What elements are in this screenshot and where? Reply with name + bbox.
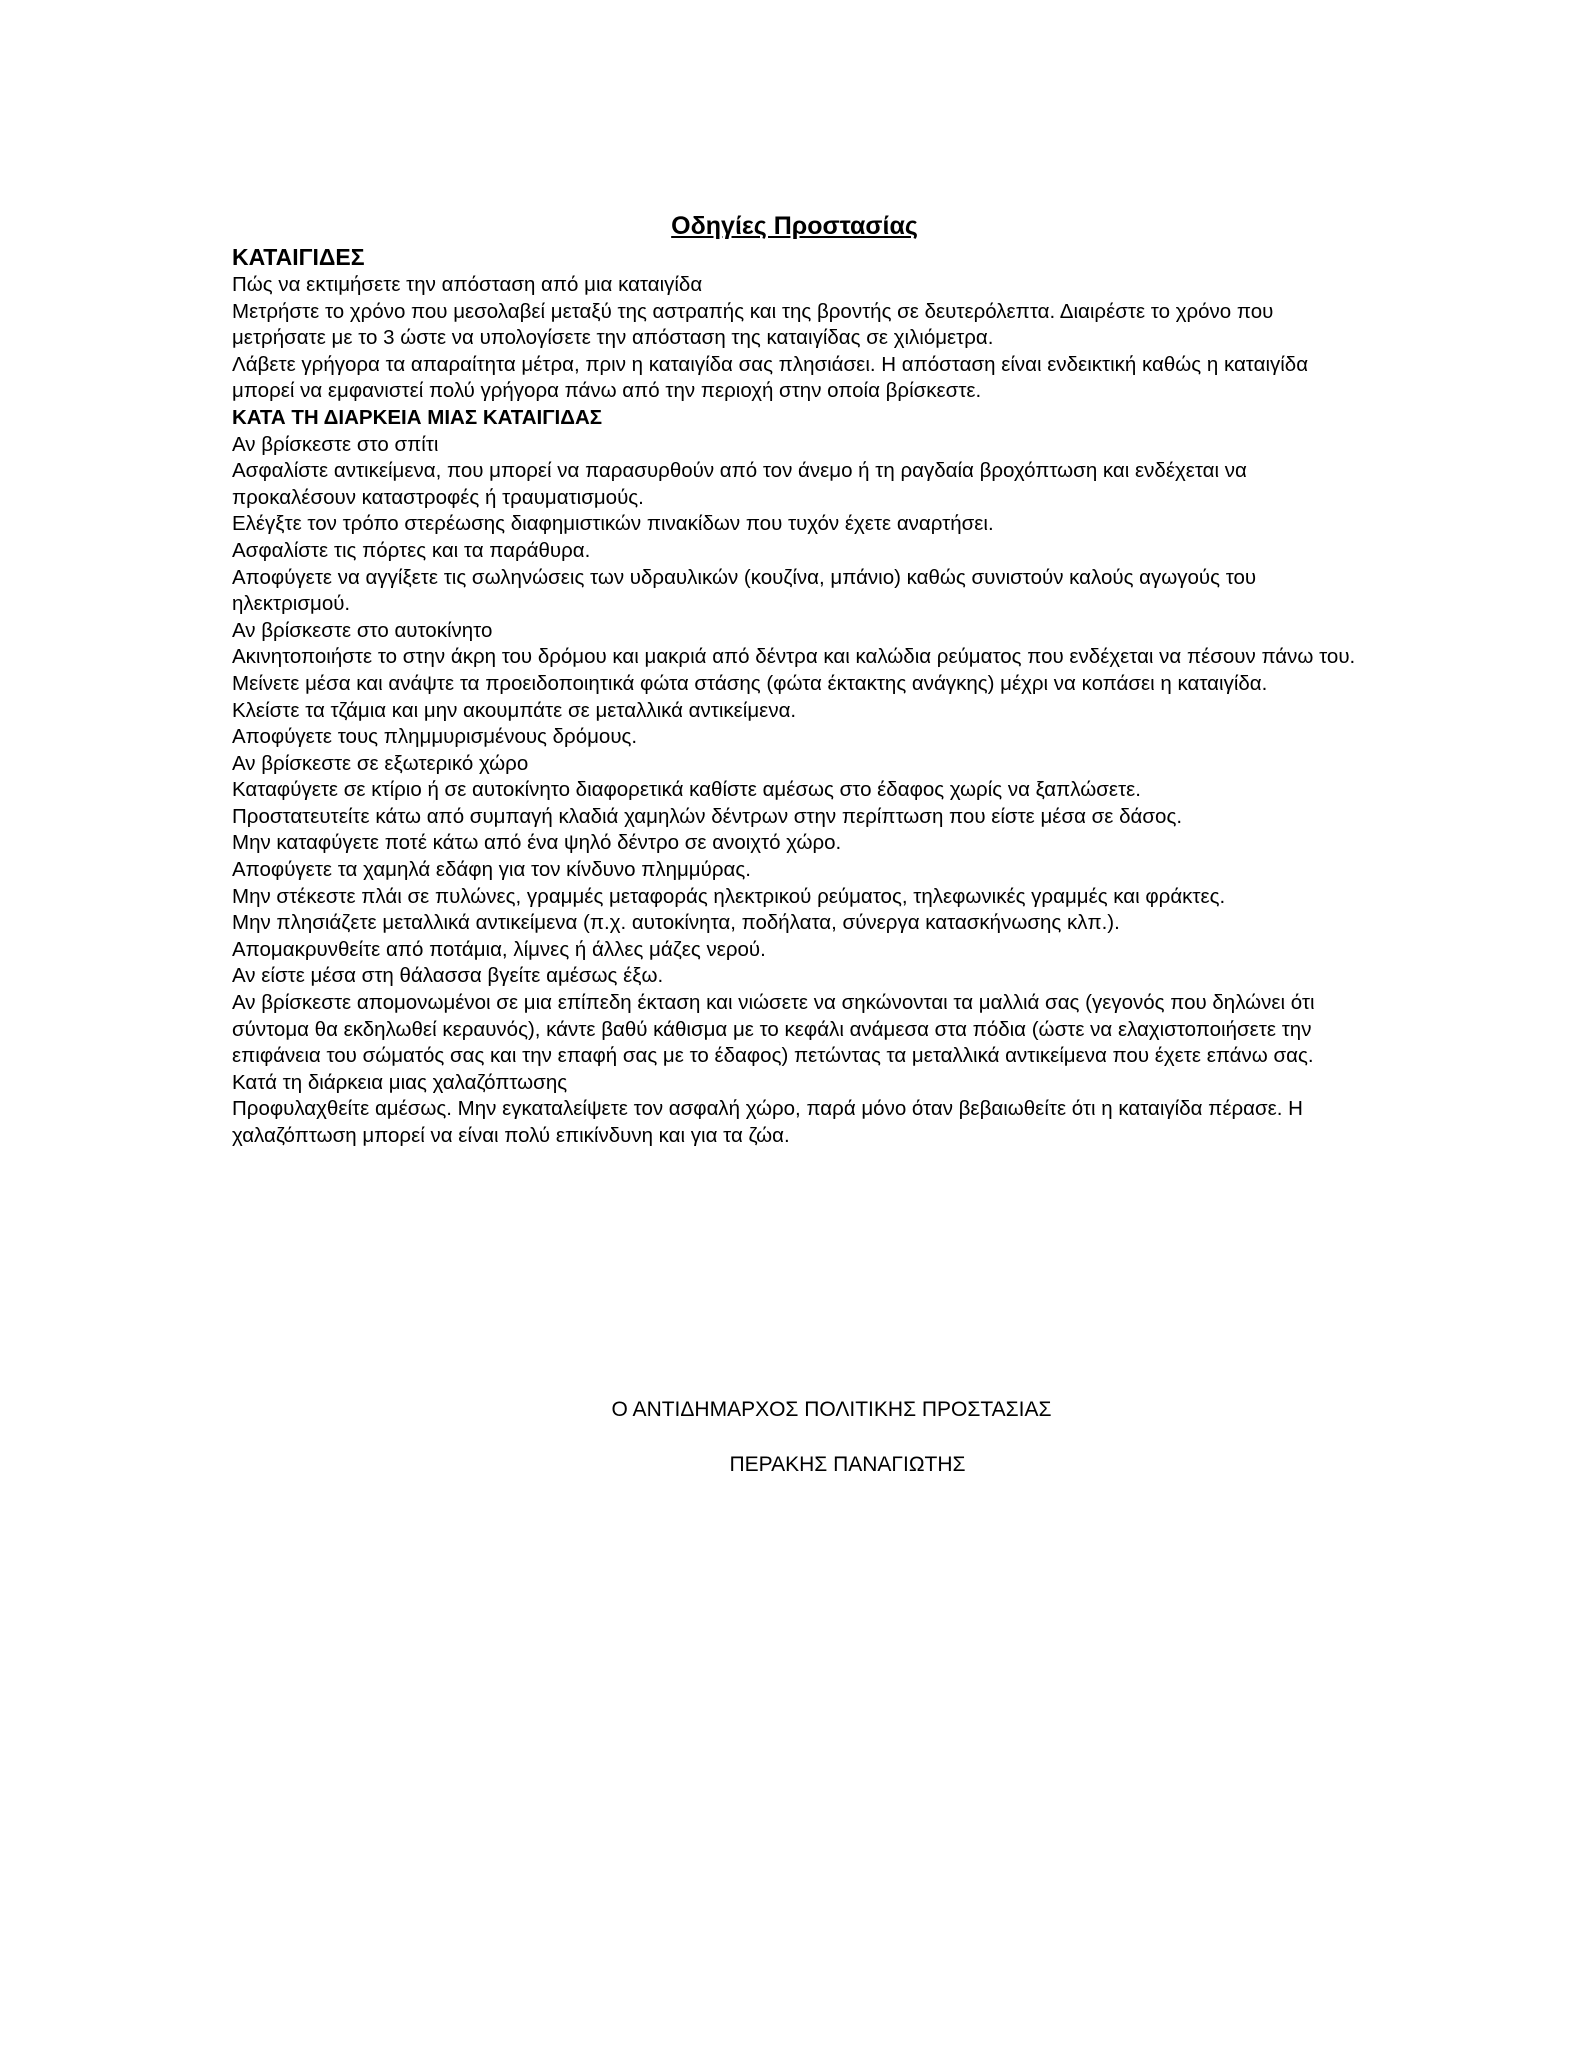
- paragraph-list: [232, 272, 1357, 1150]
- paragraph: Προφυλαχθείτε αμέσως. Μην εγκαταλείψετε τον ασφαλή χώρο, παρά μόνο όταν βεβαιωθείτε ότι η καταιγίδα πέρασε. Η χαλαζόπτωση μπορεί να είναι πολύ επικίνδυνη και για τα ζώα.: [232, 1097, 1303, 1147]
- paragraph: Κλείστε τα τζάμια και μην ακουμπάτε σε μεταλλικά αντικείμενα.: [232, 698, 797, 722]
- document-body: [232, 210, 1357, 1150]
- paragraph: Μετρήστε το χρόνο που μεσολαβεί μεταξύ της αστραπής και της βροντής σε δευτερόλεπτα. Διαιρέστε το χρόνο που μετρήσατε με το 3 ώστε να υπολογίσετε την απόσταση της καταιγίδας σε χιλιόμετρα.: [232, 299, 1274, 350]
- paragraph: Πώς να εκτιμήσετε την απόσταση από μια καταιγίδα: [232, 273, 703, 296]
- section-heading: ΚΑΤΑΙΓΙΔΕΣ: [232, 244, 365, 270]
- paragraph: Ακινητοποιήστε το στην άκρη του δρόμου και μακριά από δέντρα και καλώδια ρεύματος που ενδέχεται να πέσουν πάνω του.: [232, 645, 1356, 669]
- paragraph: Αν βρίσκεστε στο σπίτι: [232, 432, 439, 456]
- signature-name: ΠΕΡΑΚΗΣ ΠΑΝΑΓΙΩΤΗΣ: [729, 1453, 966, 1476]
- document-title: Οδηγίες Προστασίας: [671, 212, 918, 240]
- subsection-heading: ΚΑΤΑ ΤΗ ΔΙΑΡΚΕΙΑ ΜΙΑΣ ΚΑΤΑΙΓΙΔΑΣ: [232, 405, 603, 429]
- paragraph: Ασφαλίστε αντικείμενα, που μπορεί να παρασυρθούν από τον άνεμο ή τη ραγδαία βροχόπτωση και ενδέχεται να προκαλέσουν καταστροφές ή τραυματισμούς.: [232, 459, 1247, 509]
- paragraph: Μείνετε μέσα και ανάψτε τα προειδοποιητικά φώτα στάσης (φώτα έκτακτης ανάγκης) μέχρι να κοπάσει η καταιγίδα.: [232, 671, 1268, 695]
- paragraph: Κατά τη διάρκεια μιας χαλαζόπτωσης: [232, 1070, 568, 1094]
- paragraph: Αποφύγετε τους πλημμυρισμένους δρόμους.: [232, 725, 638, 749]
- paragraph: Ασφαλίστε τις πόρτες και τα παράθυρα.: [232, 538, 591, 562]
- paragraph: Απομακρυνθείτε από ποτάμια, λίμνες ή άλλες μάζες νερού.: [232, 937, 766, 961]
- paragraph: Αποφύγετε τα χαμηλά εδάφη για τον κίνδυνο πλημμύρας.: [232, 858, 751, 882]
- paragraph: Ελέγξτε τον τρόπο στερέωσης διαφημιστικών πινακίδων που τυχόν έχετε αναρτήσει.: [232, 512, 994, 536]
- paragraph: Καταφύγετε σε κτίριο ή σε αυτοκίνητο διαφορετικά καθίστε αμέσως στο έδαφος χωρίς να ξαπλώσετε.: [232, 778, 1141, 802]
- paragraph: Προστατευτείτε κάτω από συμπαγή κλαδιά χαμηλών δέντρων στην περίπτωση που είστε μέσα σε δάσος.: [232, 804, 1183, 828]
- paragraph: Μην καταφύγετε ποτέ κάτω από ένα ψηλό δέντρο σε ανοιχτό χώρο.: [232, 831, 842, 855]
- paragraph: Μην πλησιάζετε μεταλλικά αντικείμενα (π.χ. αυτοκίνητα, ποδήλατα, σύνεργα κατασκήνωσης κλπ.).: [232, 911, 1120, 935]
- paragraph: Λάβετε γρήγορα τα απαραίτητα μέτρα, πριν η καταιγίδα σας πλησιάσει. Η απόσταση είναι ενδεικτική καθώς η καταιγίδα μπορεί να εμφανιστεί πολύ γρήγορα πάνω από την περιοχή στην οποία βρίσκεστε.: [232, 352, 1309, 403]
- paragraph: Αν βρίσκεστε σε εξωτερικό χώρο: [232, 751, 529, 775]
- paragraph: Μην στέκεστε πλάι σε πυλώνες, γραμμές μεταφοράς ηλεκτρικού ρεύματος, τηλεφωνικές γραμμές και φράκτες.: [232, 884, 1226, 908]
- signature-role: Ο ΑΝΤΙΔΗΜΑΡΧΟΣ ΠΟΛΙΤΙΚΗΣ ΠΡΟΣΤΑΣΙΑΣ: [611, 1398, 1052, 1421]
- paragraph: Αν βρίσκεστε απομονωμένοι σε μια επίπεδη έκταση και νιώσετε να σηκώνονται τα μαλλιά σας (γεγονός που δηλώνει ότι σύντομα θα εκδηλωθεί κεραυνός), κάντε βαθύ κάθισμα με το κεφάλι ανάμεσα στα πόδια (ώστε να ελαχιστοποιήσετε την επιφάνεια του σώματός σας και την επαφή σας με το έδαφος) πετώντας τα μεταλλικά αντικείμενα που έχετε επάνω σας.: [232, 991, 1315, 1068]
- paragraph: Αν βρίσκεστε στο αυτοκίνητο: [232, 618, 493, 642]
- paragraph: Αν είστε μέσα στη θάλασσα βγείτε αμέσως έξω.: [232, 964, 664, 988]
- paragraph: Αποφύγετε να αγγίξετε τις σωληνώσεις των υδραυλικών (κουζίνα, μπάνιο) καθώς συνιστούν καλούς αγωγούς του ηλεκτρισμού.: [232, 565, 1257, 616]
